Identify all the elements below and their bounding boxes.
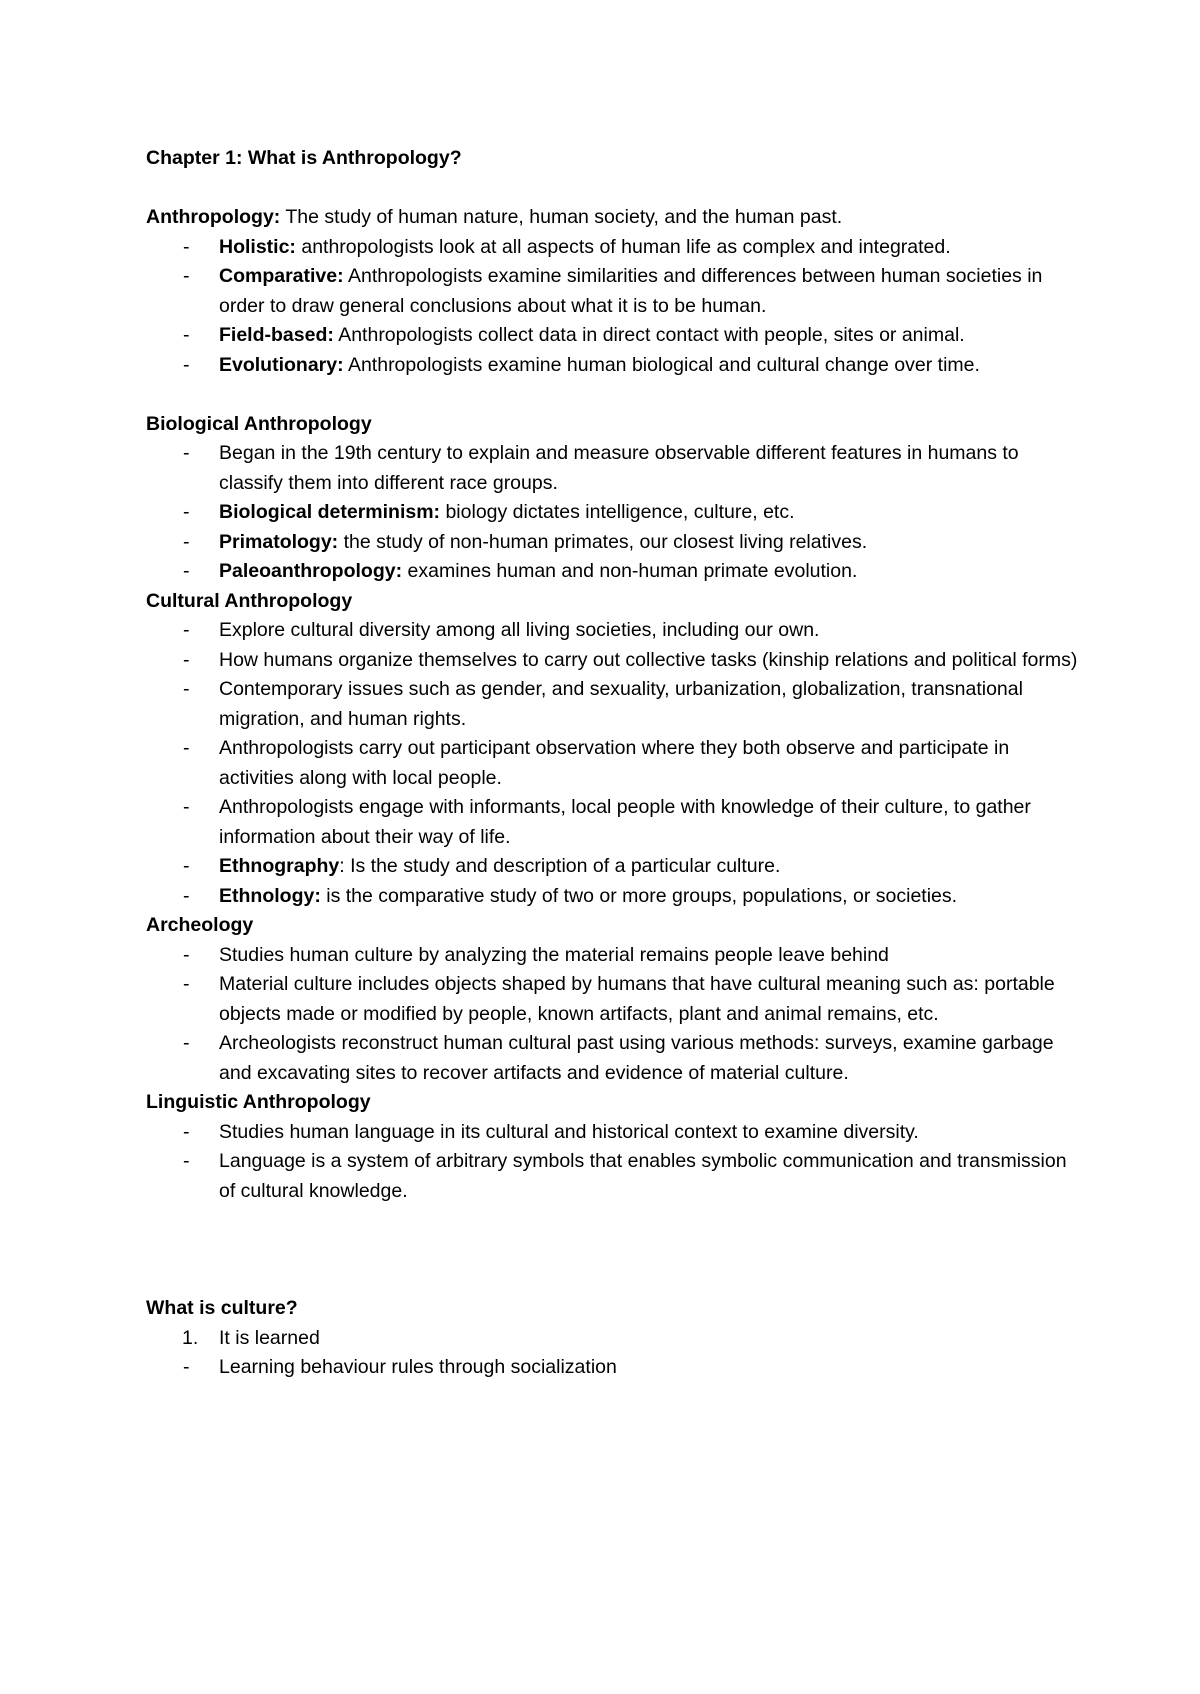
list-item xyxy=(146,233,1086,263)
list-item-term: Ethnology: xyxy=(219,884,321,907)
section-heading-culture: What is culture? xyxy=(146,1297,298,1319)
list-item-text: Contemporary issues such as gender, and sexuality, urbanization, globalization, transnational migration, and human rights. xyxy=(219,678,1023,730)
list-item xyxy=(146,528,1086,558)
list-item-term: Biological determinism: xyxy=(219,501,441,523)
list-item-term: Comparative: xyxy=(219,265,344,287)
document-page xyxy=(146,144,1086,1383)
list-item xyxy=(146,616,1086,646)
spacer xyxy=(146,380,1086,410)
list-item-text: Began in the 19th century to explain and measure observable different features in humans to classify them into different race groups. xyxy=(219,442,1019,494)
list-item-text: Anthropologists examine human biological and cultural change over time. xyxy=(343,353,980,376)
list-item xyxy=(146,941,1086,971)
list-item xyxy=(146,734,1086,793)
list-item-text: : Is the study and description of a particular culture. xyxy=(339,855,781,877)
list-item xyxy=(146,262,1086,321)
spacer xyxy=(146,174,1086,204)
list-item xyxy=(146,1029,1086,1088)
section-heading-archeology: Archeology xyxy=(146,914,254,936)
anthropology-definition xyxy=(146,203,1086,233)
list-item xyxy=(146,498,1086,528)
list-item xyxy=(146,882,1086,912)
definition-term: Anthropology: xyxy=(146,206,281,228)
definition-text: The study of human nature, human society, and the human past. xyxy=(280,206,843,228)
list-item-text: Explore cultural diversity among all living societies, including our own. xyxy=(219,619,820,641)
list-item xyxy=(146,1353,1086,1383)
item-number: 1. xyxy=(182,1326,199,1349)
list-item xyxy=(146,646,1086,676)
list-item-text: Language is a system of arbitrary symbols that enables symbolic communication and transmission of cultural knowledge. xyxy=(219,1150,1067,1202)
section-heading-linguistic: Linguistic Anthropology xyxy=(146,1091,371,1113)
anthropology-traits-list xyxy=(146,233,1086,381)
list-item-text: How humans organize themselves to carry out collective tasks (kinship relations and political forms) xyxy=(219,648,1078,671)
list-item xyxy=(146,852,1086,882)
biological-list xyxy=(146,439,1086,587)
archeology-list xyxy=(146,941,1086,1089)
list-item-text: the study of non-human primates, our closest living relatives. xyxy=(338,530,868,553)
list-item-text: Anthropologists carry out participant observation where they both observe and participate in activities along with local people. xyxy=(219,737,1010,789)
numbered-item-text: It is learned xyxy=(219,1326,320,1349)
section-heading-biological: Biological Anthropology xyxy=(146,412,372,435)
culture-numbered-list xyxy=(146,1324,1086,1354)
list-item-term: Holistic: xyxy=(219,235,296,258)
list-item xyxy=(146,970,1086,1029)
list-item-text: Archeologists reconstruct human cultural past using various methods: surveys, examine garbage and excavating sites to recover artifacts and evidence of material culture. xyxy=(219,1032,1054,1084)
spacer xyxy=(146,1206,1086,1294)
list-item-text: is the comparative study of two or more groups, populations, or societies. xyxy=(320,884,958,907)
culture-list xyxy=(146,1353,1086,1383)
list-item-term: Primatology: xyxy=(219,530,339,553)
list-item-term: Field-based: xyxy=(219,324,334,346)
list-item-text: anthropologists look at all aspects of human life as complex and integrated. xyxy=(295,235,951,258)
list-item xyxy=(146,557,1086,587)
list-item xyxy=(146,675,1086,734)
list-item-text: Anthropologists collect data in direct contact with people, sites or animal. xyxy=(333,324,965,346)
list-item-term: Ethnography xyxy=(219,855,340,877)
list-item-text: Studies human language in its cultural and historical context to examine diversity. xyxy=(219,1120,919,1143)
numbered-item xyxy=(146,1324,1086,1354)
list-item-text: Material culture includes objects shaped by humans that have cultural meaning such as: portable objects made or modified by people, known artifacts, plant and animal remains, etc. xyxy=(219,973,1055,1025)
page-title: Chapter 1: What is Anthropology? xyxy=(146,147,462,169)
list-item xyxy=(146,1118,1086,1148)
linguistic-list xyxy=(146,1118,1086,1207)
list-item-text: Learning behaviour rules through socialization xyxy=(219,1356,617,1378)
section-heading-cultural: Cultural Anthropology xyxy=(146,589,353,612)
list-item xyxy=(146,1147,1086,1206)
list-item-text: Anthropologists engage with informants, local people with knowledge of their culture, to gather information about their way of life. xyxy=(219,796,1031,848)
list-item-term: Paleoanthropology: xyxy=(219,560,403,582)
list-item xyxy=(146,321,1086,351)
list-item-text: Studies human culture by analyzing the material remains people leave behind xyxy=(219,943,889,966)
list-item-text: examines human and non-human primate evolution. xyxy=(402,560,858,582)
list-item-text: Anthropologists examine similarities and differences between human societies in order to draw general conclusions about what it is to be human. xyxy=(219,265,1043,317)
list-item xyxy=(146,351,1086,381)
list-item-term: Evolutionary: xyxy=(219,353,344,376)
list-item xyxy=(146,793,1086,852)
cultural-list xyxy=(146,616,1086,911)
list-item xyxy=(146,439,1086,498)
list-item-text: biology dictates intelligence, culture, etc. xyxy=(440,501,795,523)
